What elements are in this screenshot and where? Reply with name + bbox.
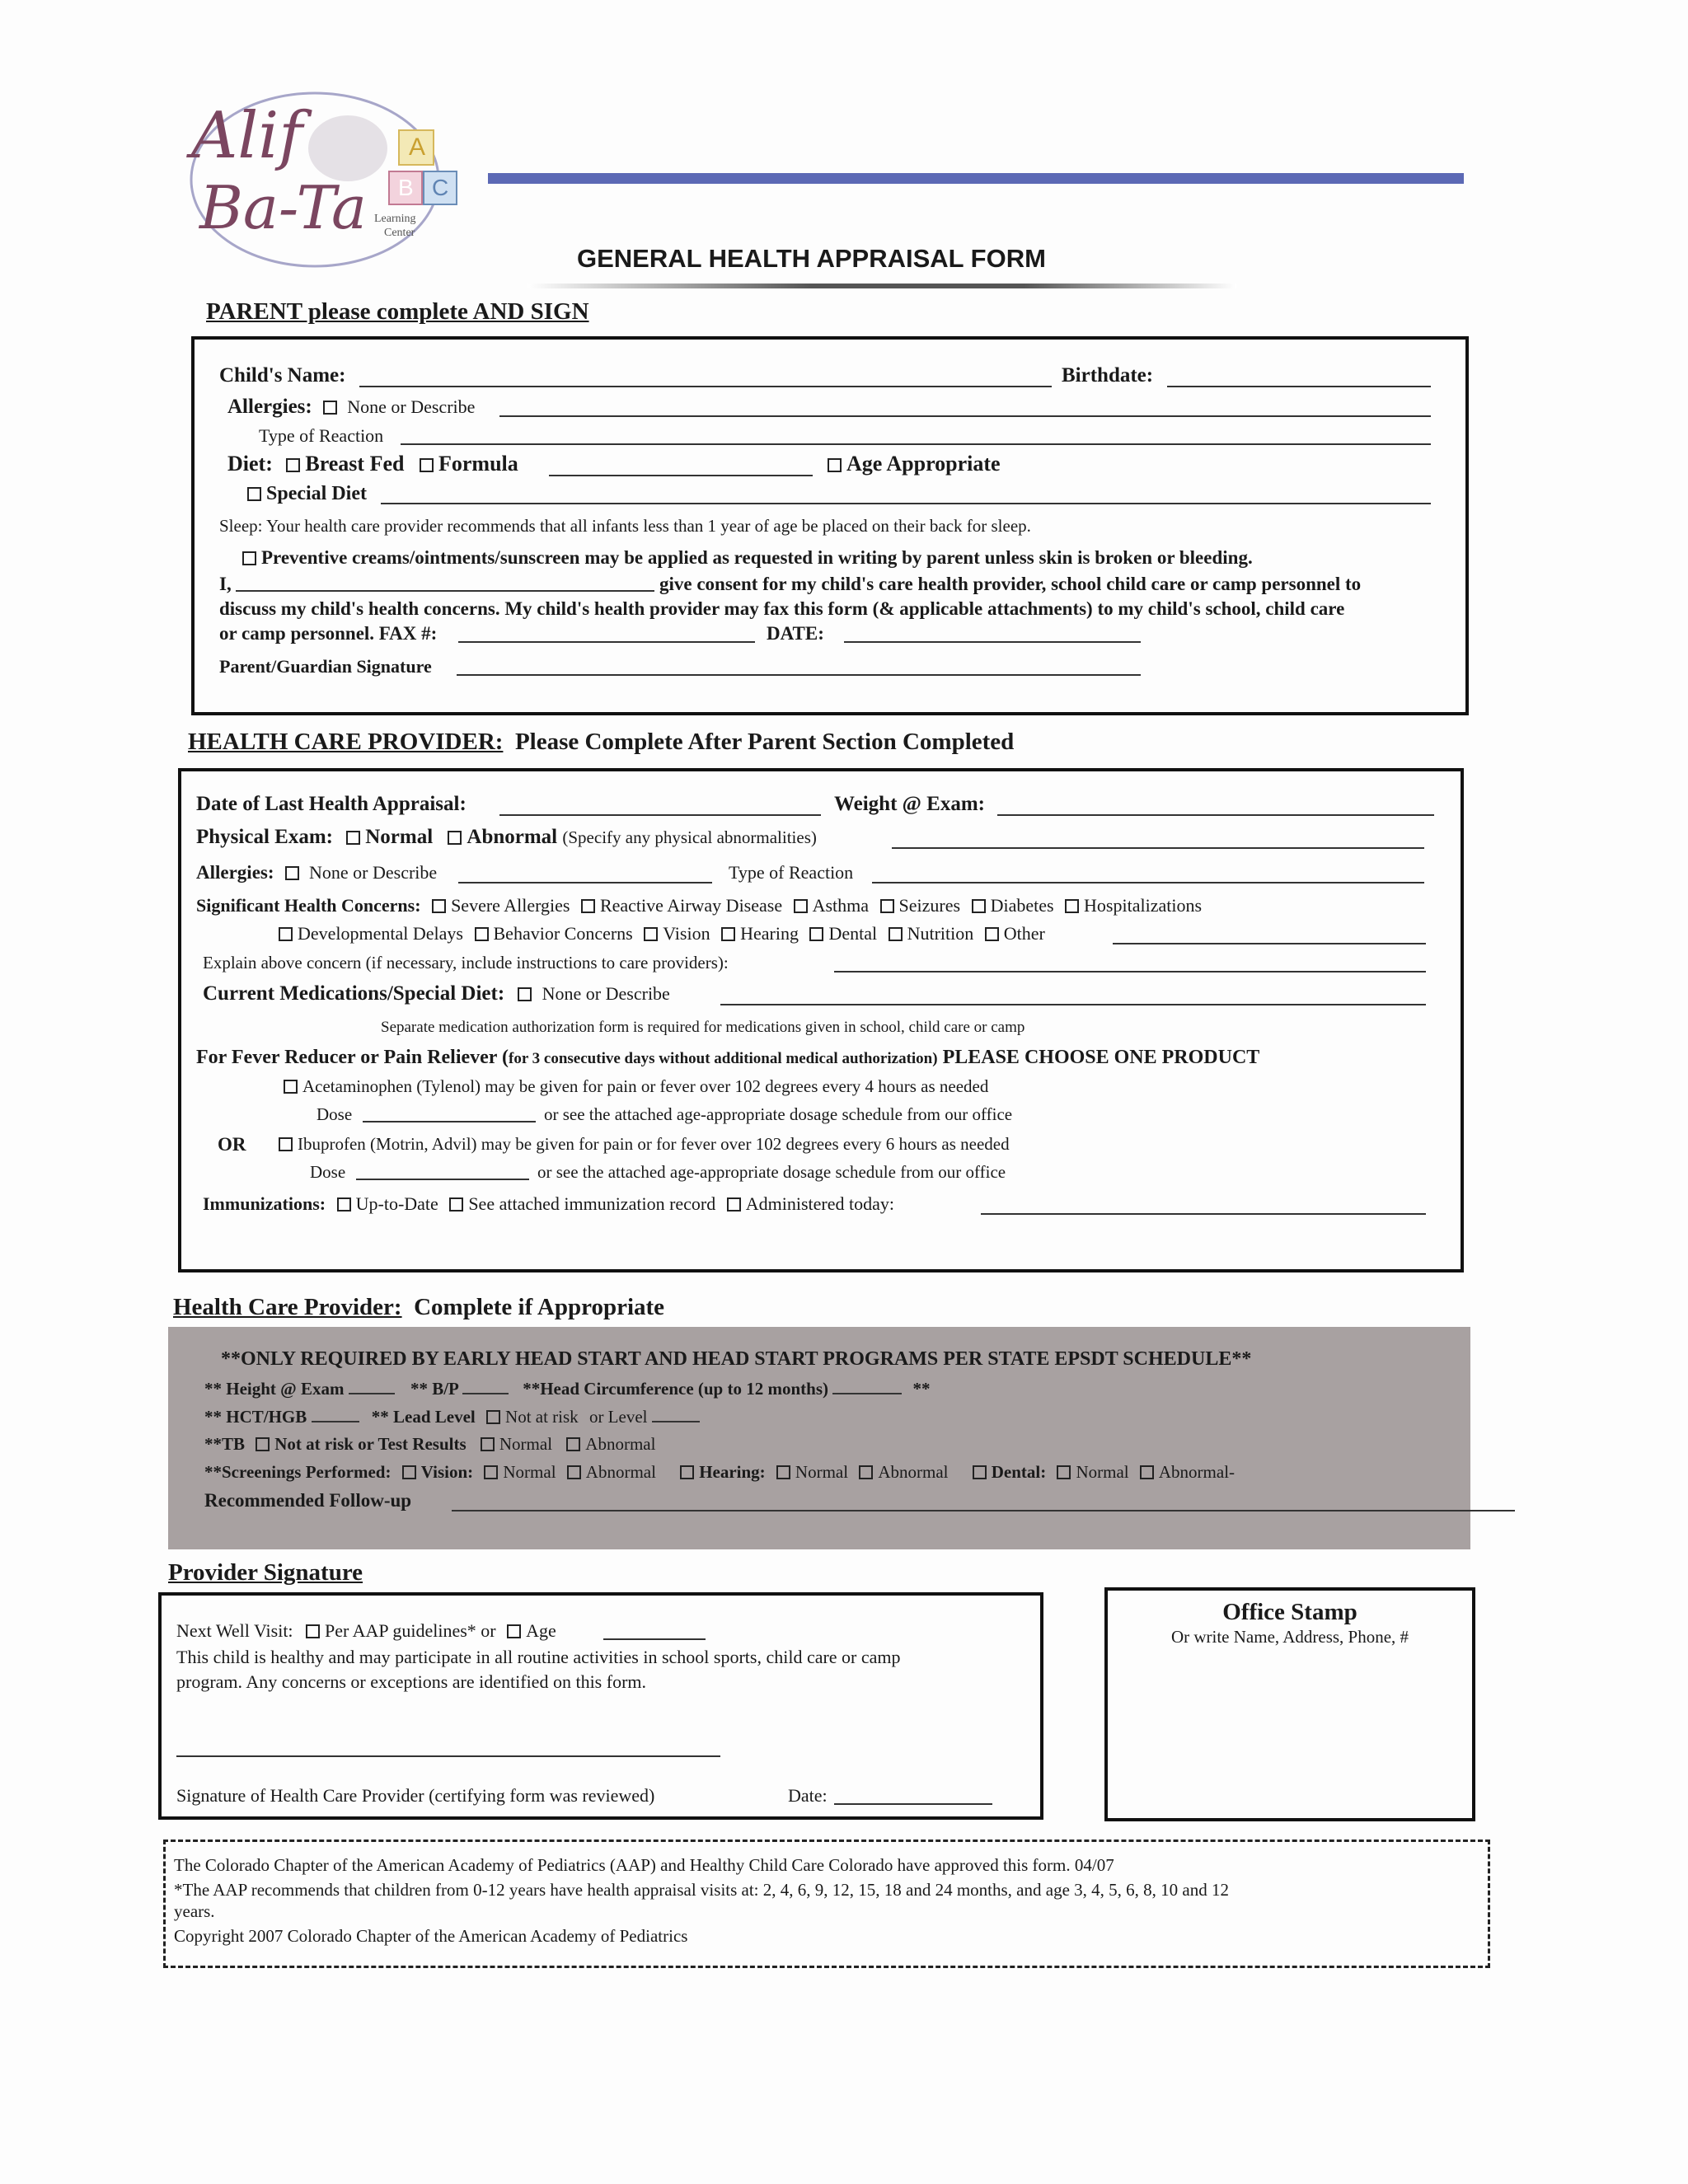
logo-block-a: A (409, 134, 426, 161)
concern-checkbox[interactable] (432, 899, 446, 913)
hcp-allergies-field[interactable] (458, 882, 712, 883)
hearing-label: Hearing: (699, 1462, 766, 1482)
logo-block-c: C (432, 175, 449, 200)
vision-label: Vision: (420, 1462, 474, 1482)
dental-abnormal-checkbox[interactable] (1140, 1465, 1154, 1479)
consent-date-field[interactable] (844, 641, 1141, 643)
hcp-section (178, 768, 1464, 1272)
sleep-text: Sleep: Your health care provider recommends that all infants less than 1 year of age be placed on their back for sleep. (219, 516, 1031, 536)
bp-field[interactable] (462, 1378, 509, 1394)
followup-field[interactable] (452, 1510, 1515, 1511)
physical-exam-label: Physical Exam: (196, 826, 333, 848)
concern-checkbox[interactable] (794, 899, 808, 913)
head-circ-stars: ** (912, 1379, 931, 1399)
preventive-row (242, 547, 1253, 569)
allergies-none-label: None or Describe (347, 396, 476, 417)
parent-signature-label: Parent/Guardian Signature (219, 656, 432, 677)
head-start-section (168, 1327, 1470, 1549)
last-appraisal-label: Date of Last Health Appraisal: (196, 793, 467, 815)
concern-checkbox[interactable] (475, 927, 489, 941)
parent-section (191, 336, 1469, 715)
child-name-label: Child's Name: (219, 364, 346, 387)
appropriate-heading (173, 1294, 664, 1321)
head-circ-label: **Head Circumference (up to 12 months) (523, 1379, 828, 1399)
parent-type-reaction: Type of Reaction (259, 425, 384, 446)
tb-normal-checkbox[interactable] (481, 1437, 495, 1451)
concerns-row (196, 895, 1202, 916)
footer-line-2: *The AAP recommends that children from 0-12 years have health appraisal visits at: 2, 4, 6, 9, 12, 15, 18 and 24 months, and age 3, 4, 5, 6, 8, 10 and 12 (174, 1880, 1229, 1900)
parent-heading: PARENT please complete AND SIGN (206, 298, 589, 325)
uptodate-label: Up-to-Date (355, 1193, 438, 1214)
provider-sig-label: Signature of Health Care Provider (certifying form was reviewed) (176, 1785, 655, 1806)
explain-label: Explain above concern (if necessary, include instructions to care providers): (203, 953, 729, 972)
concern-label: Seizures (898, 895, 961, 916)
weight-field[interactable] (997, 814, 1434, 816)
meds-label: Current Medications/Special Diet: (203, 982, 505, 1005)
hearing-abnormal-label: Abnormal (878, 1462, 949, 1482)
hearing-abnormal-checkbox[interactable] (859, 1465, 873, 1479)
per-aap-checkbox[interactable] (306, 1624, 320, 1638)
immunizations-row (203, 1193, 894, 1215)
ibuprofen-text: Ibuprofen (Motrin, Advil) may be given for pain or for fever over 102 degrees every 6 hours as needed (298, 1134, 1010, 1154)
provider-signature-field[interactable] (176, 1755, 720, 1757)
height-row (204, 1378, 931, 1399)
hcp-allergies-row (196, 862, 437, 883)
tb-label: **TB (204, 1434, 246, 1454)
diet-label: Diet: (227, 452, 273, 476)
appropriate-heading-label: Health Care Provider: (173, 1294, 402, 1320)
office-stamp-title: Office Stamp (1222, 1599, 1357, 1625)
or-label: OR (218, 1134, 246, 1155)
fever-text-a: For Fever Reducer or Pain Reliever ( (196, 1047, 509, 1068)
acet-dose-tail: or see the attached age-appropriate dosage schedule from our office (544, 1104, 1013, 1124)
physical-normal-label: Normal (365, 826, 434, 848)
hearing-checkbox[interactable] (680, 1465, 694, 1479)
dental-checkbox[interactable] (973, 1465, 987, 1479)
followup-label: Recommended Follow-up (204, 1490, 412, 1511)
concern-checkbox[interactable] (809, 927, 823, 941)
formula-checkbox[interactable] (420, 458, 434, 472)
consent-line-b: discuss my child's health concerns. My child's health provider may fax this form (& applicable attachments) to my child's school, child care (219, 598, 1345, 619)
allergies-describe-field[interactable] (499, 415, 1431, 417)
age-checkbox[interactable] (507, 1624, 521, 1638)
fever-text-c: PLEASE CHOOSE ONE PRODUCT (937, 1047, 1260, 1068)
logo-sub-learning: Learning (374, 213, 416, 225)
concern-label: Severe Allergies (451, 895, 570, 916)
formula-label: Formula (438, 452, 518, 476)
consent-line-a: give consent for my child's care health provider, school child care or camp personnel to (659, 574, 1362, 594)
preventive-checkbox[interactable] (242, 551, 256, 565)
physical-exam-row (196, 826, 817, 849)
provider-section (158, 1592, 1043, 1820)
acet-dose-field[interactable] (363, 1121, 536, 1122)
immunizations-label: Immunizations: (203, 1193, 326, 1214)
ibu-dose-field[interactable] (356, 1179, 529, 1180)
dental-normal-label: Normal (1076, 1462, 1129, 1482)
concern-label: Diabetes (990, 895, 1054, 916)
vision-normal-label: Normal (503, 1462, 556, 1482)
breast-fed-label: Breast Fed (305, 452, 405, 476)
breast-fed-checkbox[interactable] (286, 458, 300, 472)
hcp-allergies-checkbox[interactable] (285, 866, 299, 880)
height-label: ** Height @ Exam (204, 1379, 345, 1399)
lead-or-level: or Level (588, 1407, 648, 1427)
dental-abnormal-label: Abnormal- (1158, 1462, 1236, 1482)
header-rule (488, 173, 1464, 184)
footer-line-3: years. (174, 1901, 215, 1921)
tb-normal-label: Normal (499, 1434, 553, 1454)
logo-block-b: B (398, 175, 414, 200)
special-diet-field[interactable] (381, 503, 1431, 504)
explain-field[interactable] (834, 971, 1426, 972)
physical-normal-checkbox[interactable] (346, 831, 360, 845)
per-aap-label: Per AAP guidelines* or (325, 1620, 496, 1641)
vision-normal-checkbox[interactable] (484, 1465, 498, 1479)
physical-abnormal-checkbox[interactable] (448, 831, 462, 845)
concern-checkbox[interactable] (1065, 899, 1079, 913)
meds-checkbox[interactable] (518, 987, 532, 1001)
logo-text-alif: Alif (191, 99, 303, 173)
fever-row (196, 1047, 1259, 1069)
concern-label: Hospitalizations (1084, 895, 1203, 916)
consent-i: I, (219, 574, 232, 594)
child-name-field[interactable] (359, 386, 1052, 387)
birthdate-label: Birthdate: (1062, 364, 1154, 387)
parent-allergies-row (227, 396, 475, 419)
physical-specify-field[interactable] (892, 847, 1424, 849)
administered-checkbox[interactable] (727, 1197, 741, 1212)
lead-not-risk-checkbox[interactable] (486, 1410, 500, 1424)
tb-row (204, 1434, 655, 1455)
hcp-allergies-none: None or Describe (309, 862, 438, 883)
logo (183, 82, 480, 272)
concern-checkbox[interactable] (721, 927, 735, 941)
dental-label: Dental: (991, 1462, 1047, 1482)
vision-abnormal-label: Abnormal (585, 1462, 656, 1482)
meds-field[interactable] (720, 1004, 1426, 1005)
lead-level-field[interactable] (652, 1406, 700, 1422)
hcp-heading-rest: Please Complete After Parent Section Completed (514, 729, 1015, 755)
acetaminophen-row (284, 1076, 988, 1097)
ibuprofen-row (279, 1134, 1010, 1155)
age-field[interactable] (603, 1638, 706, 1640)
separate-auth-note: Separate medication authorization form is required for medications given in school, child care or camp (381, 1019, 1025, 1036)
acet-dose-label: Dose (316, 1104, 353, 1124)
vision-abnormal-checkbox[interactable] (567, 1465, 581, 1479)
administered-label: Administered today: (745, 1193, 894, 1214)
special-diet-label: Special Diet (266, 483, 367, 504)
concern-label: Hearing (740, 923, 799, 944)
provider-date-label: Date: (788, 1785, 828, 1806)
age-label: Age (526, 1620, 556, 1641)
physical-specify: (Specify any physical abnormalities) (562, 827, 817, 847)
weight-label: Weight @ Exam: (834, 793, 985, 815)
see-attached-label: See attached immunization record (468, 1193, 716, 1214)
hcp-heading (188, 729, 1014, 756)
bp-label: ** B/P (410, 1379, 458, 1399)
special-diet-checkbox[interactable] (247, 487, 261, 501)
footer-line-1: The Colorado Chapter of the American Academy of Pediatrics (AAP) and Healthy Child Care Colorado have approved this form. 04/07 (174, 1855, 1114, 1875)
appropriate-heading-rest: Complete if Appropriate (414, 1294, 665, 1320)
ibu-dose-tail: or see the attached age-appropriate dosage schedule from our office (537, 1162, 1006, 1182)
head-circ-field[interactable] (832, 1378, 902, 1394)
concern-checkbox[interactable] (880, 899, 894, 913)
administered-field[interactable] (981, 1213, 1426, 1215)
lead-label: ** Lead Level (371, 1407, 476, 1427)
tb-abnormal-label: Abnormal (585, 1434, 656, 1454)
hct-label: ** HCT/HGB (204, 1407, 307, 1427)
tb-text: Not at risk or Test Results (274, 1434, 467, 1454)
parent-allergies-label: Allergies: (227, 396, 312, 418)
birthdate-field[interactable] (1167, 386, 1431, 387)
concern-checkbox[interactable] (644, 927, 658, 941)
lead-not-risk-label: Not at risk (505, 1407, 579, 1427)
meds-row (203, 982, 670, 1005)
only-required: **ONLY REQUIRED BY EARLY HEAD START AND HEAD START PROGRAMS PER STATE EPSDT SCHEDULE** (221, 1348, 1252, 1370)
hct-row (204, 1406, 700, 1427)
hcp-heading-label: HEALTH CARE PROVIDER: (188, 729, 504, 755)
concern-label: Nutrition (907, 923, 974, 944)
fax-field[interactable] (458, 641, 755, 643)
concern-label: Dental (828, 923, 878, 944)
concern-label: Other (1003, 923, 1045, 944)
consent-line-c: or camp personnel. FAX #: (219, 623, 438, 644)
hearing-normal-label: Normal (795, 1462, 849, 1482)
acetaminophen-text: Acetaminophen (Tylenol) may be given for pain or fever over 102 degrees every 4 hours as needed (302, 1076, 989, 1096)
concerns-row-2 (279, 923, 1045, 944)
concern-checkbox[interactable] (581, 899, 595, 913)
acetaminophen-checkbox[interactable] (284, 1080, 298, 1094)
allergies-none-checkbox[interactable] (323, 401, 337, 415)
logo-sub-center: Center (384, 227, 415, 239)
hct-field[interactable] (312, 1406, 359, 1422)
dental-normal-checkbox[interactable] (1057, 1465, 1071, 1479)
ibu-dose-label: Dose (310, 1162, 346, 1182)
concern-label: Behavior Concerns (493, 923, 633, 944)
footer-box (163, 1840, 1490, 1968)
title-swoosh (528, 284, 1236, 288)
special-diet (247, 483, 367, 505)
ibuprofen-checkbox[interactable] (279, 1137, 293, 1151)
screenings-row (204, 1462, 1235, 1483)
healthy-line-b: program. Any concerns or exceptions are identified on this form. (176, 1671, 647, 1692)
concerns-label: Significant Health Concerns: (196, 895, 421, 916)
height-field[interactable] (349, 1378, 395, 1394)
uptodate-checkbox[interactable] (337, 1197, 351, 1212)
provider-signature-heading: Provider Signature (168, 1559, 363, 1586)
hcp-allergies-label: Allergies: (196, 862, 274, 883)
meds-none: None or Describe (542, 983, 670, 1004)
tb-checkbox[interactable] (256, 1437, 270, 1451)
age-appropriate-label: Age Appropriate (846, 452, 1001, 476)
provider-date-field[interactable] (834, 1803, 992, 1805)
office-stamp-sub: Or write Name, Address, Phone, # (1170, 1627, 1409, 1647)
tb-abnormal-checkbox[interactable] (566, 1437, 580, 1451)
concern-label: Reactive Airway Disease (599, 895, 783, 916)
next-visit-row (176, 1620, 556, 1642)
type-reaction-field[interactable] (401, 443, 1431, 445)
logo-text-bata: Ba-Ta (199, 173, 367, 242)
concern-label: Developmental Delays (298, 923, 463, 944)
age-appropriate-checkbox[interactable] (828, 458, 842, 472)
concern-label: Vision (663, 923, 710, 944)
concern-label: Asthma (812, 895, 870, 916)
office-stamp-box (1104, 1587, 1475, 1821)
concern-checkbox[interactable] (985, 927, 999, 941)
form-title: GENERAL HEALTH APPRAISAL FORM (577, 244, 1046, 273)
formula-field[interactable] (549, 475, 813, 476)
physical-abnormal-label: Abnormal (467, 826, 558, 848)
next-visit-label: Next Well Visit: (176, 1620, 293, 1641)
see-attached-checkbox[interactable] (449, 1197, 463, 1212)
consent-date-label: DATE: (767, 623, 824, 644)
hcp-type-reaction: Type of Reaction (729, 862, 854, 883)
preventive-text: Preventive creams/ointments/sunscreen may be applied as requested in writing by parent unless skin is broken or bleeding. (261, 547, 1253, 568)
footer-line-4: Copyright 2007 Colorado Chapter of the American Academy of Pediatrics (174, 1926, 688, 1946)
consent-name-field[interactable] (236, 590, 654, 592)
healthy-line-a: This child is healthy and may participate in all routine activities in school sports, child care or camp (176, 1647, 901, 1667)
age-appropriate (828, 452, 1001, 476)
screenings-label: **Screenings Performed: (204, 1462, 392, 1482)
hcp-type-reaction-field[interactable] (872, 882, 1424, 883)
concern-checkbox[interactable] (889, 927, 903, 941)
hearing-normal-checkbox[interactable] (776, 1465, 790, 1479)
vision-checkbox[interactable] (402, 1465, 416, 1479)
fever-text-b: for 3 consecutive days without additional medical authorization) (509, 1050, 938, 1067)
diet-row (227, 452, 518, 476)
parent-signature-field[interactable] (457, 674, 1141, 676)
concern-checkbox[interactable] (279, 927, 293, 941)
last-appraisal-field[interactable] (499, 814, 821, 816)
concern-checkbox[interactable] (972, 899, 986, 913)
concern-other-field[interactable] (1113, 943, 1426, 944)
